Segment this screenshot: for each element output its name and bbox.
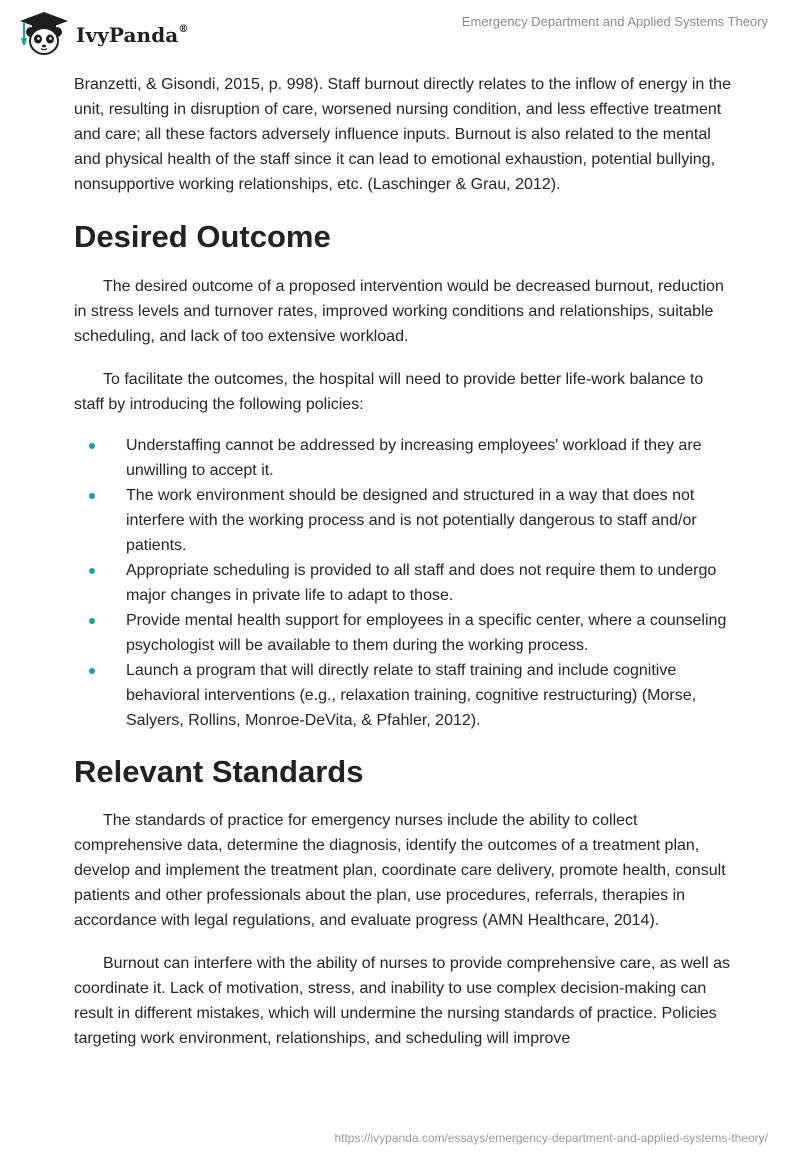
source-url-link[interactable]: https://ivypanda.com/essays/emergency-department-and-applied-systems-theory/ — [334, 1131, 768, 1145]
list-item-text: Provide mental health support for employees in a specific center, where a counseling psychologist will be available to them during the working process. — [126, 612, 727, 654]
section-heading-relevant-standards: Relevant Standards — [74, 754, 364, 789]
brand-logo[interactable] — [14, 8, 188, 58]
section-heading-desired-outcome: Desired Outcome — [74, 219, 331, 254]
list-item-text: Appropriate scheduling is provided to all staff and does not require them to undergo major changes in private life to adapt to those. — [126, 562, 717, 604]
list-item-text: Understaffing cannot be addressed by increasing employees' workload if they are unwilling to accept it. — [126, 437, 702, 479]
bullet-dot-icon — [89, 493, 95, 499]
page-header — [0, 0, 800, 64]
paragraph: The standards of practice for emergency nurses include the ability to collect comprehensive data, determine the diagnosis, identify the outcomes of a treatment plan, develop and implement the treatment plan, coordinate care delivery, promote health, consult patients and other professionals about the plan, use procedures, referrals, therapies in accordance with legal regulations, and evaluate progress (AMN Healthcare, 2014). — [74, 812, 726, 929]
list-item-text: Launch a program that will directly relate to staff training and include cognitive behavioral interventions (e.g., relaxation training, cognitive restructuring) (Morse, Salyers, Rollins, Monroe-DeVita, & Pfahler, 2012). — [126, 662, 697, 729]
paragraph: To facilitate the outcomes, the hospital will need to provide better life-work balance to staff by introducing the following policies: — [74, 371, 704, 413]
bullet-dot-icon — [89, 668, 95, 674]
policy-list — [74, 433, 734, 733]
document-title: Emergency Department and Applied Systems Theory — [461, 14, 768, 29]
bullet-dot-icon — [89, 618, 95, 624]
list-item — [74, 658, 734, 733]
paragraph: The desired outcome of a proposed intervention would be decreased burnout, reduction in stress levels and turnover rates, improved working conditions and relationships, suitable scheduling, and lack of too extensive workload. — [74, 278, 724, 345]
list-item-text: The work environment should be designed and structured in a way that does not interfere with the working process and is not potentially dangerous to staff and/or patients. — [126, 487, 697, 554]
essay-content — [74, 72, 734, 1051]
list-item — [74, 433, 734, 483]
list-item — [74, 608, 734, 658]
list-item — [74, 483, 734, 558]
list-item — [74, 558, 734, 608]
bullet-dot-icon — [89, 443, 95, 449]
paragraph: Burnout can interfere with the ability of nurses to provide comprehensive care, as well as coordinate it. Lack of motivation, stress, and inability to use complex decision-making can result in different mistakes, which will undermine the nursing standards of practice. Policies targeting work environment, relationships, and scheduling will improve — [74, 955, 730, 1047]
brand-name: IvyPanda® — [76, 23, 189, 47]
panda-graduate-icon — [14, 8, 74, 58]
bullet-dot-icon — [89, 568, 95, 574]
intro-paragraph: Branzetti, & Gisondi, 2015, p. 998). Staff burnout directly relates to the inflow of energy in the unit, resulting in disruption of care, worsened nursing condition, and less effective treatment and care; all these factors adversely influence inputs. Burnout is also related to the mental and physical health of the staff since it can lead to emotional exhaustion, potential bullying, nonsupportive working relationships, etc. (Laschinger & Grau, 2012). — [74, 76, 731, 193]
